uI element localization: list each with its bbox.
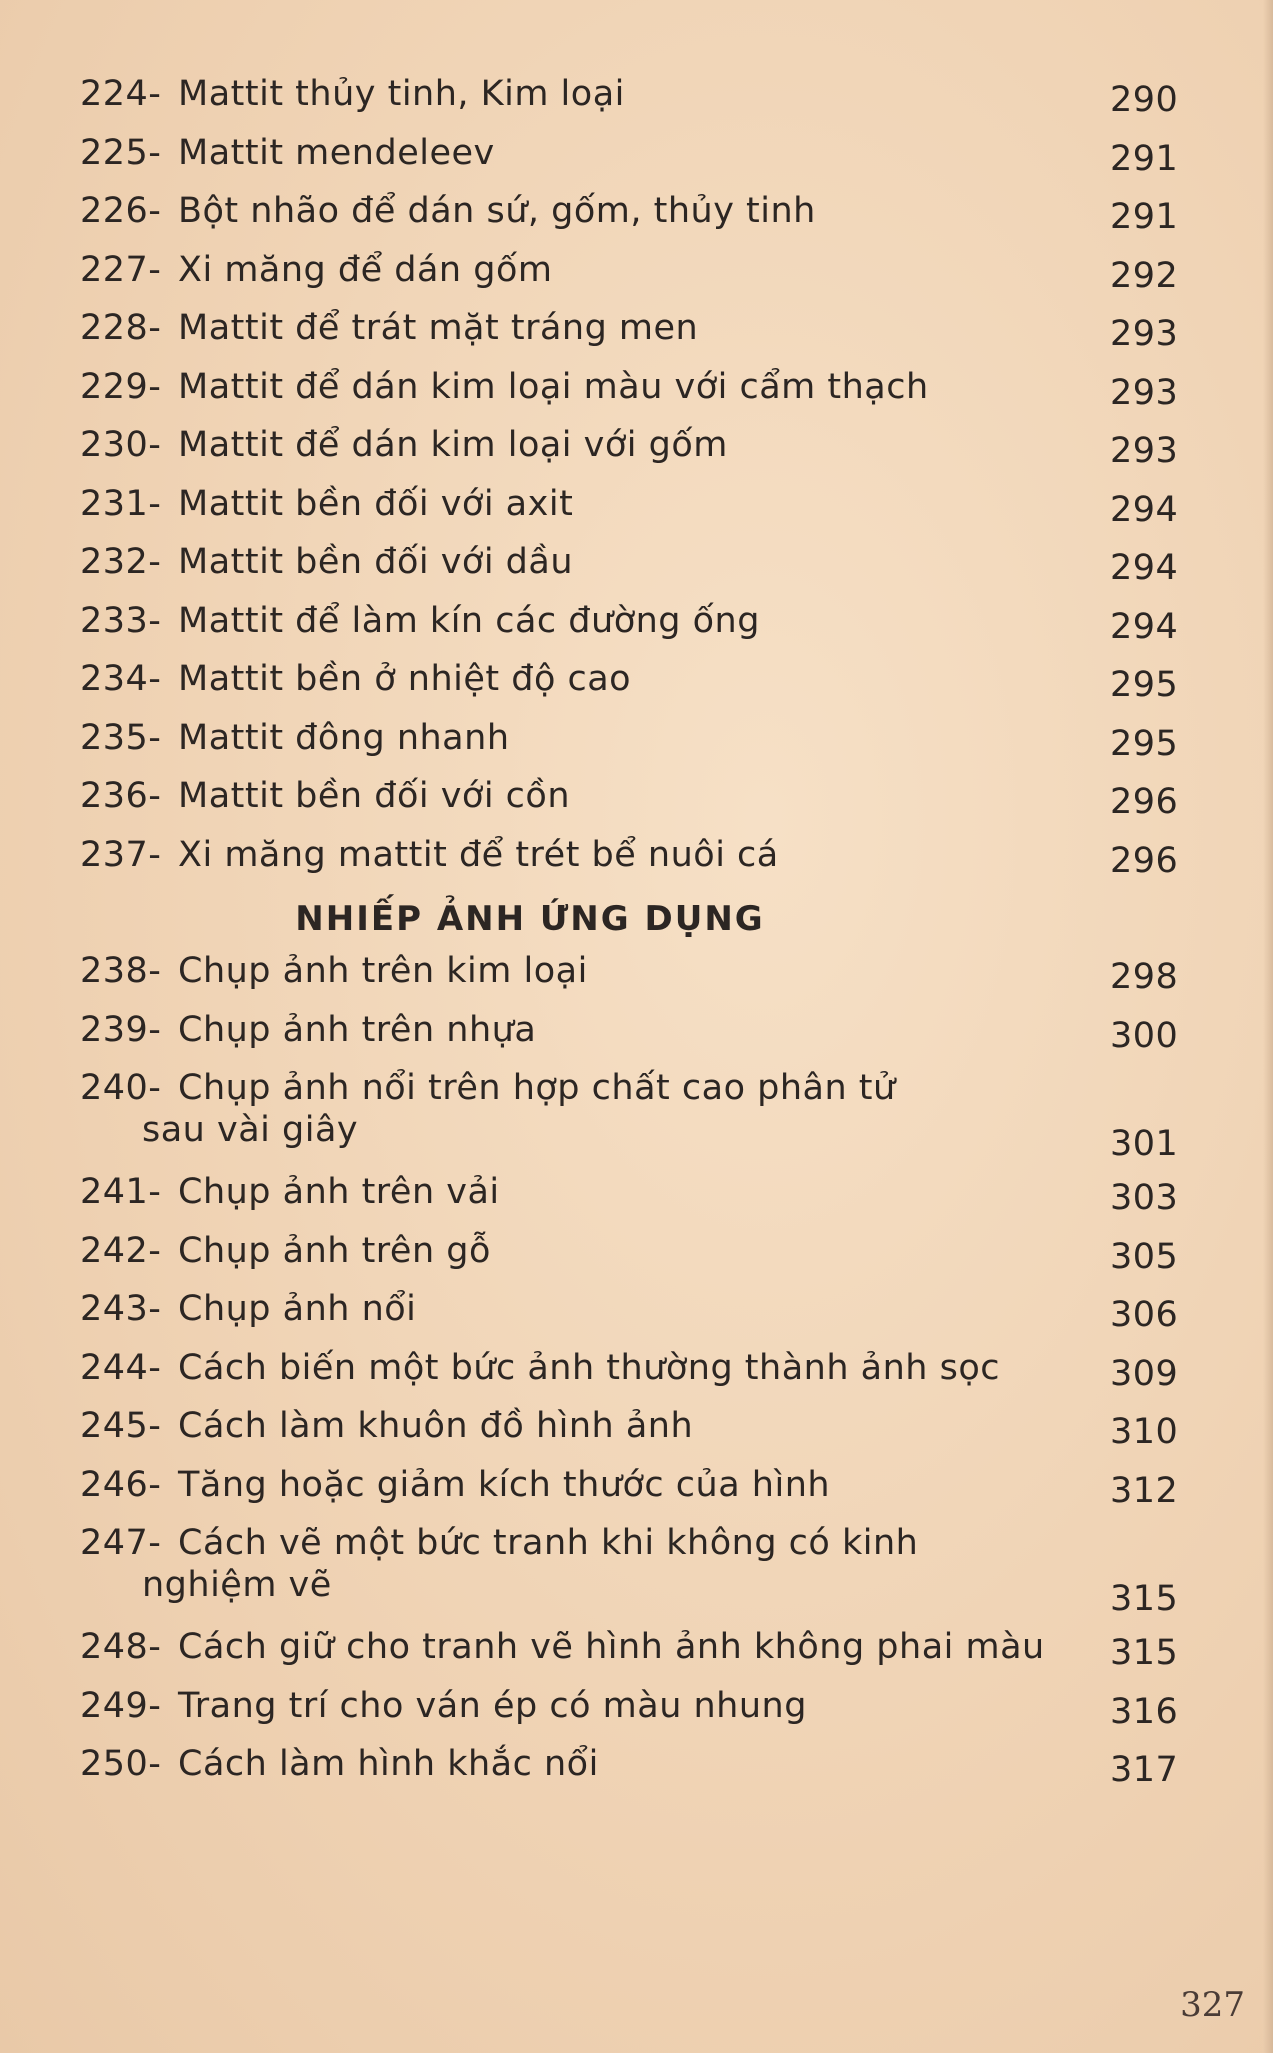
entry-title: Cách làm khuôn đồ hình ảnh	[178, 1406, 694, 1446]
entry-page: 294	[1110, 489, 1179, 530]
entry-number: 225-	[80, 132, 162, 173]
entry-page: 315	[1110, 1633, 1179, 1673]
entry-title: Cách biến một bức ảnh thường thành ảnh sọc	[178, 1347, 1000, 1388]
entry-number: 248-	[80, 1627, 162, 1667]
entry-number: 241-	[80, 1172, 162, 1212]
toc-entry	[80, 776, 1190, 835]
toc-entry	[80, 1010, 1190, 1069]
entry-number: 230-	[80, 425, 162, 465]
toc-entry	[80, 951, 1190, 1010]
entry-page: 295	[1110, 665, 1179, 705]
toc-entry	[80, 1289, 1190, 1348]
toc-entry	[80, 250, 1190, 309]
entry-title: Cách làm hình khắc nổi	[178, 1744, 599, 1784]
toc-entry	[80, 1744, 1190, 1803]
entry-title: Trang trí cho ván ép có màu nhung	[178, 1685, 807, 1726]
entry-number: 238-	[80, 951, 162, 991]
entry-page: 316	[1110, 1691, 1179, 1732]
entry-number: 236-	[80, 776, 162, 816]
entry-page: 293	[1110, 431, 1179, 471]
entry-page: 293	[1110, 314, 1179, 354]
entry-title-continuation: nghiệm vẽ	[142, 1565, 332, 1605]
entry-page: 306	[1110, 1295, 1179, 1335]
entry-title: Chụp ảnh trên kim loại	[178, 951, 588, 991]
entry-page: 291	[1110, 138, 1179, 179]
toc-entry	[80, 1523, 1190, 1627]
entry-title: Xi măng để dán gốm	[178, 249, 553, 290]
toc-group-mattit	[80, 74, 1190, 893]
entry-number: 245-	[80, 1406, 162, 1446]
entry-title: Xi măng mattit để trét bể nuôi cá	[178, 834, 779, 875]
entry-title: Cách vẽ một bức tranh khi không có kinh	[178, 1523, 919, 1563]
entry-page: 295	[1110, 723, 1179, 764]
entry-page: 296	[1110, 840, 1179, 881]
entry-number: 228-	[80, 308, 162, 348]
entry-page: 293	[1110, 372, 1179, 413]
entry-title: Mattit thủy tinh, Kim loại	[178, 74, 625, 114]
toc-entry	[80, 191, 1190, 250]
entry-page: 315	[1110, 1579, 1179, 1619]
toc-entry	[80, 835, 1190, 894]
entry-number: 227-	[80, 249, 162, 290]
entry-title: Mattit đông nhanh	[178, 717, 510, 758]
entry-page: 305	[1110, 1236, 1179, 1277]
entry-page: 290	[1110, 80, 1179, 120]
toc-entry	[80, 367, 1190, 426]
entry-number: 240-	[80, 1068, 162, 1108]
entry-title: Tăng hoặc giảm kích thước của hình	[178, 1464, 831, 1505]
entry-number: 224-	[80, 74, 162, 114]
toc-entry	[80, 74, 1190, 133]
entry-title: Mattit mendeleev	[178, 132, 495, 173]
entry-number: 237-	[80, 834, 162, 875]
section-heading	[80, 893, 980, 951]
entry-page: 312	[1110, 1470, 1179, 1511]
entry-title: Chụp ảnh trên gỗ	[178, 1230, 491, 1271]
toc-entry	[80, 1068, 1190, 1172]
toc-entry	[80, 1348, 1190, 1407]
toc-group-photography	[80, 951, 1190, 1803]
page-number: 327	[1180, 1985, 1245, 2025]
entry-page: 300	[1110, 1015, 1179, 1056]
entry-title: Chụp ảnh nổi trên hợp chất cao phân tử	[178, 1068, 896, 1108]
entry-title: Mattit bền đối với axit	[178, 483, 574, 524]
entry-title-continuation: sau vài giây	[142, 1110, 359, 1150]
entry-page: 303	[1110, 1178, 1179, 1218]
entry-number: 232-	[80, 542, 162, 582]
entry-title: Mattit để dán kim loại màu với cẩm thạch	[178, 366, 929, 407]
entry-number: 234-	[80, 659, 162, 699]
entry-number: 233-	[80, 600, 162, 641]
entry-number: 250-	[80, 1744, 162, 1784]
entry-title: Mattit để trát mặt tráng men	[178, 308, 699, 348]
entry-number: 235-	[80, 717, 162, 758]
toc-entry	[80, 1406, 1190, 1465]
entry-title: Mattit bền đối với cồn	[178, 776, 571, 816]
entry-title: Bột nhão để dán sứ, gốm, thủy tinh	[178, 191, 816, 231]
entry-number: 243-	[80, 1289, 162, 1329]
entry-number: 239-	[80, 1009, 162, 1050]
entry-page: 310	[1110, 1412, 1179, 1452]
entry-number: 231-	[80, 483, 162, 524]
toc-entry	[80, 133, 1190, 192]
entry-page: 294	[1110, 548, 1179, 588]
entry-page: 301	[1110, 1124, 1179, 1164]
toc-entry	[80, 308, 1190, 367]
toc-entry	[80, 542, 1190, 601]
entry-number: 229-	[80, 366, 162, 407]
entry-page: 296	[1110, 782, 1179, 822]
entry-title: Chụp ảnh trên vải	[178, 1172, 500, 1212]
toc-entry	[80, 425, 1190, 484]
entry-title: Mattit để dán kim loại với gốm	[178, 425, 728, 465]
toc-entry	[80, 659, 1190, 718]
table-of-contents	[80, 74, 1190, 1803]
toc-entry	[80, 484, 1190, 543]
entry-page: 291	[1110, 197, 1179, 237]
toc-entry	[80, 1627, 1190, 1686]
page-edge	[1263, 0, 1273, 2053]
entry-number: 244-	[80, 1347, 162, 1388]
entry-page: 298	[1110, 957, 1179, 997]
entry-number: 247-	[80, 1523, 162, 1563]
entry-number: 242-	[80, 1230, 162, 1271]
toc-entry	[80, 601, 1190, 660]
entry-page: 292	[1110, 255, 1179, 296]
entry-title: Mattit để làm kín các đường ống	[178, 600, 760, 641]
entry-number: 249-	[80, 1685, 162, 1726]
entry-page: 317	[1110, 1750, 1179, 1790]
toc-entry	[80, 1686, 1190, 1745]
entry-title: Mattit bền đối với dầu	[178, 542, 574, 582]
toc-entry	[80, 1465, 1190, 1524]
entry-number: 226-	[80, 191, 162, 231]
toc-entry	[80, 1172, 1190, 1231]
entry-title: Chụp ảnh trên nhựa	[178, 1009, 537, 1050]
section-heading-text: NHIẾP ẢNH ỨNG DỤNG	[295, 899, 765, 939]
toc-entry	[80, 718, 1190, 777]
entry-title: Mattit bền ở nhiệt độ cao	[178, 659, 632, 699]
entry-title: Chụp ảnh nổi	[178, 1289, 417, 1329]
entry-number: 246-	[80, 1464, 162, 1505]
entry-page: 294	[1110, 606, 1179, 647]
entry-page: 309	[1110, 1353, 1179, 1394]
entry-title: Cách giữ cho tranh vẽ hình ảnh không phai màu	[178, 1627, 1045, 1667]
toc-entry	[80, 1231, 1190, 1290]
